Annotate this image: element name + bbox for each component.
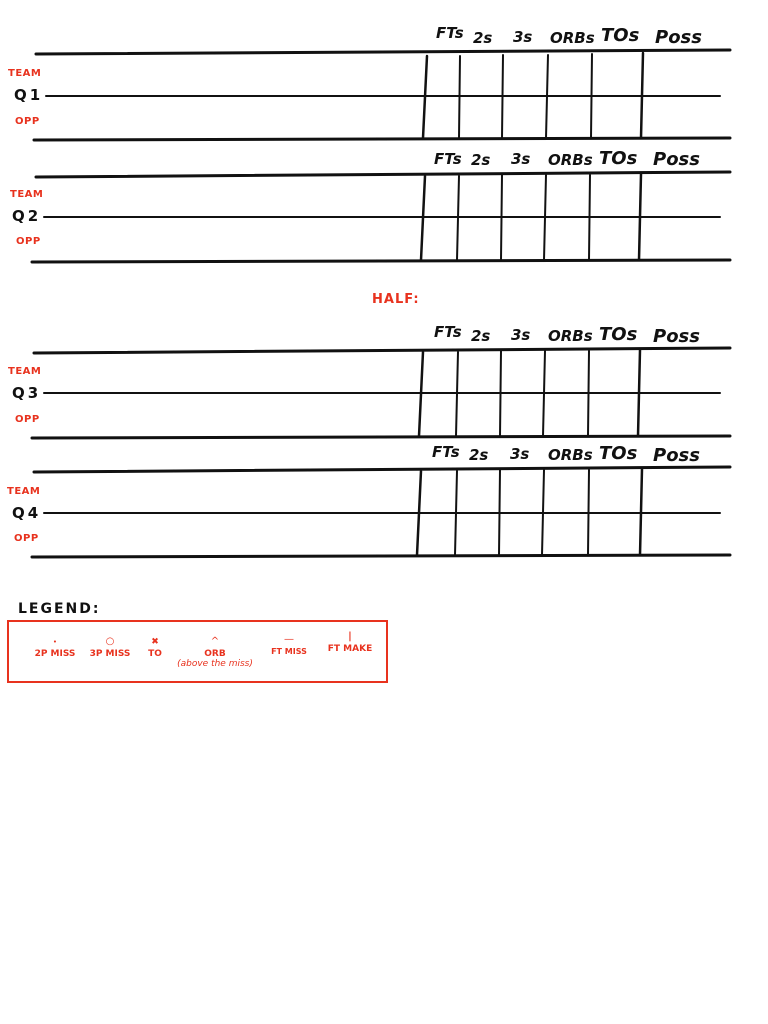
- caret-icon: ^: [210, 636, 220, 647]
- column-header-orbs: ORBs: [548, 327, 593, 345]
- column-header-3s: 3s: [511, 326, 531, 344]
- tick-icon: |: [348, 631, 352, 642]
- column-header-tos: TOs: [599, 324, 638, 345]
- column-header-orbs: ORBs: [550, 29, 595, 47]
- row-label-opp: OPP: [16, 236, 41, 247]
- legend-label: FT MAKE: [327, 644, 373, 654]
- legend-item-to: [138, 635, 172, 659]
- quarter-label-q1: Q1: [14, 86, 44, 104]
- column-header-3s: 3s: [510, 445, 530, 463]
- column-header-fts: FTs: [434, 150, 462, 168]
- row-label-team: TEAM: [8, 68, 42, 79]
- row-label-opp: OPP: [15, 414, 40, 425]
- x-icon: ✖: [151, 637, 159, 647]
- column-header-3s: 3s: [511, 150, 531, 168]
- row-label-team: TEAM: [10, 189, 44, 200]
- dot-icon: •: [52, 638, 58, 646]
- legend-label: ORB: [204, 649, 226, 659]
- legend-item-3p-miss: [82, 635, 138, 659]
- column-header-tos: TOs: [599, 148, 638, 169]
- circle-icon: ○: [105, 636, 115, 647]
- legend-label: TO: [148, 649, 162, 659]
- legend-label: 3P MISS: [89, 649, 131, 659]
- column-header-poss: Poss: [653, 445, 700, 466]
- row-label-team: TEAM: [7, 486, 41, 497]
- legend-item-2p-miss: [24, 635, 86, 659]
- row-label-opp: OPP: [14, 533, 39, 544]
- column-header-poss: Poss: [653, 326, 700, 347]
- legend-item-ft-miss: [264, 633, 314, 656]
- row-label-team: TEAM: [8, 366, 42, 377]
- column-header-2s: 2s: [471, 327, 491, 345]
- quarter-label-q4: Q4: [12, 504, 42, 522]
- column-header-3s: 3s: [513, 28, 533, 46]
- column-header-2s: 2s: [469, 446, 489, 464]
- legend-label: FT MISS: [271, 647, 307, 656]
- column-header-2s: 2s: [471, 151, 491, 169]
- dash-icon: —: [284, 634, 294, 645]
- column-header-orbs: ORBs: [548, 446, 593, 464]
- legend-item-ft-make: [318, 630, 382, 654]
- legend-item-orb: [170, 635, 260, 669]
- legend-title: LEGEND:: [18, 601, 101, 617]
- column-header-orbs: ORBs: [548, 151, 593, 169]
- column-header-poss: Poss: [655, 27, 702, 48]
- quarter-label-q3: Q3: [12, 384, 42, 402]
- half-label: HALF:: [372, 292, 420, 307]
- column-header-fts: FTs: [432, 443, 460, 461]
- column-header-fts: FTs: [436, 24, 464, 42]
- column-header-fts: FTs: [434, 323, 462, 341]
- column-header-tos: TOs: [599, 443, 638, 464]
- legend-label: 2P MISS: [34, 649, 76, 659]
- column-header-poss: Poss: [653, 149, 700, 170]
- column-header-2s: 2s: [473, 29, 493, 47]
- legend-note: (above the miss): [177, 659, 253, 669]
- row-label-opp: OPP: [15, 116, 40, 127]
- column-header-tos: TOs: [601, 25, 640, 46]
- quarter-label-q2: Q2: [12, 207, 42, 225]
